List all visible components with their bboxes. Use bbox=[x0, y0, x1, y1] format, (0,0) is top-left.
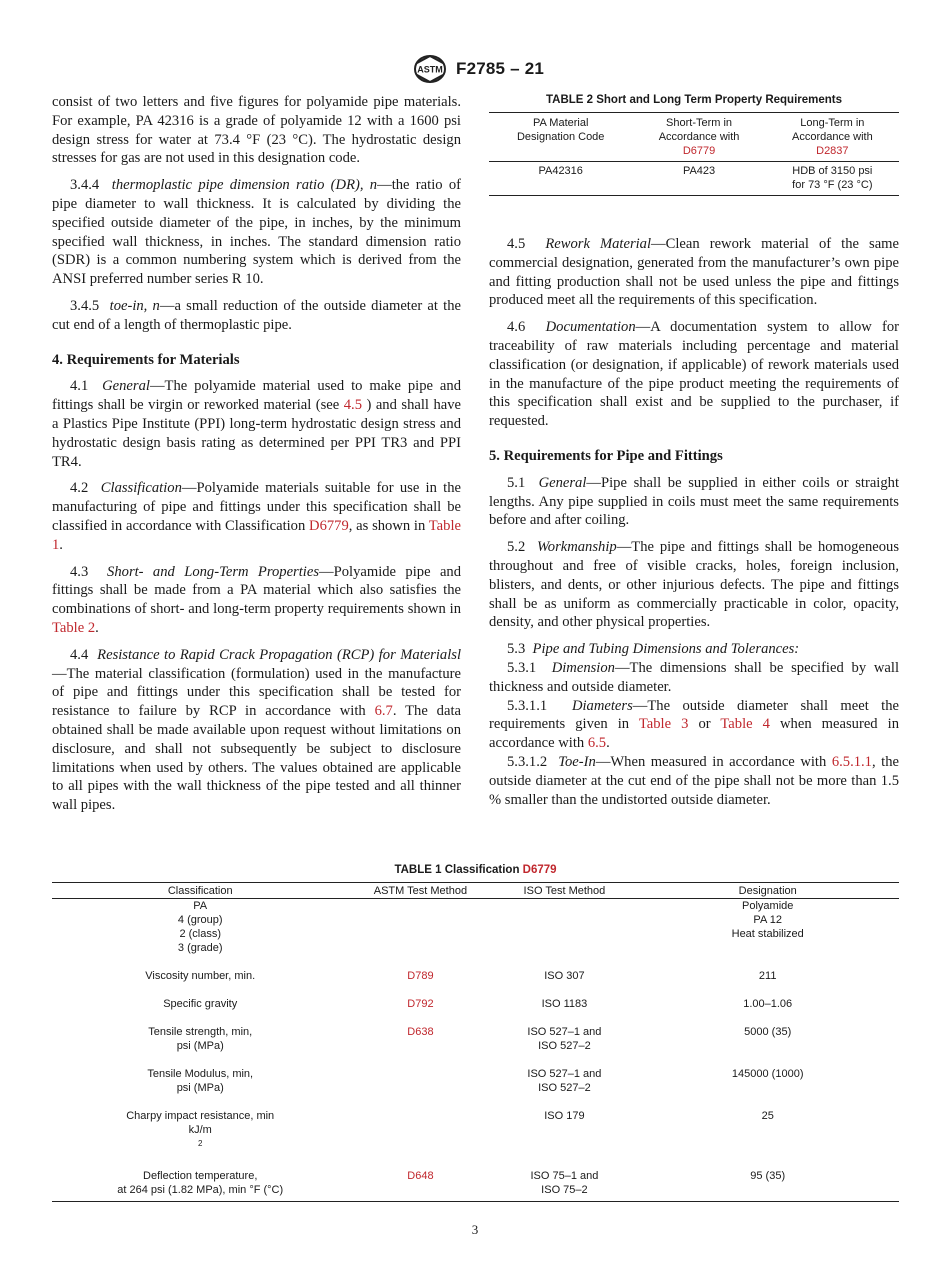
astm-logo bbox=[410, 54, 450, 84]
link-table-3[interactable]: Table 3 bbox=[638, 716, 689, 733]
table-row bbox=[52, 997, 899, 1025]
table-cell: PA423 bbox=[682, 165, 716, 177]
section-term: Rework Material bbox=[545, 236, 652, 252]
table-2-grid bbox=[489, 112, 899, 196]
link-d6779[interactable]: D6779 bbox=[309, 517, 349, 534]
section-4-3 bbox=[52, 563, 461, 638]
section-text: , the outside diameter at the cut end of the pipe shall not be more than 1.5 % smaller than the undistorted outside diameter. bbox=[489, 753, 899, 808]
section-4-2 bbox=[52, 479, 461, 554]
table-cell: 95 (35) bbox=[750, 1169, 786, 1182]
table-cell bbox=[348, 1025, 492, 1067]
section-number: 5.3.1.1 bbox=[507, 697, 548, 714]
table-cell bbox=[52, 1169, 348, 1202]
table-cell bbox=[52, 1067, 348, 1109]
section-number: 3.4.5 bbox=[70, 297, 100, 314]
table-cell: Specific gravity bbox=[163, 998, 238, 1010]
table-cell bbox=[52, 1109, 348, 1169]
section-3-4-4 bbox=[52, 176, 461, 289]
logo-text: ASTM bbox=[417, 64, 443, 75]
table-cell: 211 bbox=[758, 970, 777, 982]
cell-line bbox=[56, 1123, 344, 1155]
link-6-5-1-1[interactable]: 6.5.1.1 bbox=[831, 753, 872, 770]
section-text: —The pipe and fittings shall be homogeneous throughout and free of visible cracks, holes, foreign inclusion, blisters, and dents, or other injurious defects. The pipe and fittings shall be as uniform as commercially practicable in color, opacity, density, and other physical properties. bbox=[489, 539, 900, 631]
cell-line: ISO 527–1 and bbox=[527, 1068, 602, 1080]
section-term: General bbox=[102, 378, 150, 395]
table-2-title: TABLE 2 Short and Long Term Property Requirements bbox=[545, 94, 843, 106]
table-cell: 1.00–1.06 bbox=[743, 998, 793, 1010]
section-term: Workmanship bbox=[536, 539, 617, 556]
table-1-grid bbox=[52, 882, 899, 1202]
section-text: . The data obtained shall be made available upon request without limitations on disclosure, and shall not subsequently be subject to disclosure limitations when used by others. The values obtained are applicable to all pipes with the wall thickness of the pipe tested and all thinner wall pipes. bbox=[52, 703, 461, 814]
table-header-row bbox=[52, 883, 899, 899]
table-cell bbox=[492, 899, 636, 970]
unit-text: kJ/m bbox=[188, 1124, 212, 1136]
cell-line: for 73 °F (23 °C) bbox=[792, 179, 873, 191]
left-column bbox=[52, 93, 461, 815]
cell-line: ISO 527–1 and bbox=[527, 1026, 602, 1038]
link-6-5[interactable]: 6.5 bbox=[587, 735, 607, 752]
header-line: Designation Code bbox=[516, 131, 605, 143]
table-cell: 25 bbox=[761, 1110, 774, 1122]
cell-line: ISO 75–2 bbox=[541, 1183, 588, 1196]
table-cell: ISO 307 bbox=[544, 970, 585, 982]
table-row bbox=[52, 1109, 899, 1169]
column-header bbox=[489, 113, 632, 162]
cell-line: 3 (grade) bbox=[177, 942, 223, 954]
table-title-text: TABLE 1 Classification bbox=[394, 864, 523, 876]
section-term: Toe-In bbox=[558, 753, 596, 770]
cell-line: Deflection temperature, bbox=[143, 1169, 258, 1182]
column-header-designation: Designation bbox=[738, 885, 797, 897]
section-term: General bbox=[538, 474, 587, 491]
column-header-iso: ISO Test Method bbox=[523, 885, 606, 897]
cell-line: at 264 psi (1.82 MPa), min °F (°C) bbox=[117, 1183, 284, 1196]
column-header-astm: ASTM Test Method bbox=[373, 885, 468, 897]
link-d6779[interactable]: D6779 bbox=[682, 145, 716, 157]
section-number: 3.4.4 bbox=[70, 177, 100, 194]
cell-line: ISO 527–2 bbox=[538, 1082, 591, 1094]
cell-line: psi (MPa) bbox=[176, 1082, 224, 1094]
section-text: ) and shall have a Plastics Pipe Institute (PPI) long-term hydrostatic design stress and hydrostatic design basis rating as determined per PPI TR3 and PPI TR4. bbox=[52, 397, 461, 470]
paragraph-continued: consist of two letters and five figures for polyamide pipe materials. For example, PA 42316 is a grade of polyamide 12 with a 1600 psi design stress for water at 73.4 °F (23 °C). The hydrostatic design stresses for gas are not used in this designation code. bbox=[52, 94, 461, 167]
section-term: toe-in, n bbox=[109, 297, 160, 314]
section-3-4-5 bbox=[52, 297, 461, 335]
section-term: Short- and Long-Term Properties bbox=[107, 563, 320, 580]
section-text: —The dimensions shall be specified by wall thickness and outside diameter. bbox=[489, 659, 899, 695]
section-text: —the ratio of pipe diameter to wall thickness. It is calculated by dividing the specified outside diameter of the pipe, in inches, by the minimum specified wall thickness, in inches. The standard dimension ratio (SDR) is a common numbering system which is derived from the ANSI preferred number series R 10. bbox=[52, 177, 461, 288]
section-text: . bbox=[95, 619, 99, 636]
link-table-4[interactable]: Table 4 bbox=[720, 716, 770, 733]
link-d648[interactable]: D648 bbox=[407, 1169, 434, 1182]
section-number: 4.4 bbox=[70, 646, 89, 663]
section-5-3-1-1 bbox=[489, 697, 899, 753]
section-5-3-1 bbox=[489, 659, 899, 697]
column-header bbox=[632, 113, 765, 162]
table-cell bbox=[492, 1025, 636, 1067]
table-cell bbox=[348, 997, 492, 1025]
page-number: 3 bbox=[471, 1222, 479, 1237]
table-cell bbox=[348, 969, 492, 997]
section-text: —The outside diameter shall meet the requirements given in bbox=[489, 697, 900, 733]
section-number: 5.3.1 bbox=[507, 659, 537, 676]
section-number: 5.1 bbox=[507, 474, 526, 491]
table-cell bbox=[492, 1169, 636, 1202]
cell-line: PA bbox=[193, 900, 208, 912]
section-term: Pipe and Tubing Dimensions and Tolerances: bbox=[532, 641, 800, 658]
header-line: Short-Term in bbox=[666, 117, 733, 129]
header-line: Accordance with bbox=[791, 131, 873, 143]
section-5-2 bbox=[489, 538, 899, 632]
section-text: . bbox=[606, 735, 610, 752]
section-term: Documentation bbox=[545, 319, 636, 336]
right-column bbox=[489, 235, 899, 809]
section-number: 4.1 bbox=[70, 378, 89, 395]
link-d638[interactable]: D638 bbox=[407, 1026, 434, 1038]
table-cell bbox=[636, 899, 899, 970]
column-header bbox=[766, 113, 899, 162]
table-2 bbox=[489, 94, 899, 196]
table-cell: ISO 179 bbox=[544, 1110, 585, 1122]
table-cell bbox=[52, 899, 348, 970]
section-text: —Polyamide pipe and fittings shall be made from a PA material which also satisfies the combinations of short- and long-term property requirements shown in bbox=[52, 563, 462, 618]
cell-line: PA 12 bbox=[753, 914, 782, 926]
section-text: when measured in accordance with bbox=[489, 716, 899, 752]
cell-line: HDB of 3150 psi bbox=[792, 165, 873, 177]
table-row bbox=[52, 1067, 899, 1109]
cell-line: Polyamide bbox=[742, 900, 794, 912]
link-d792[interactable]: D792 bbox=[407, 998, 434, 1010]
table-cell: 5000 (35) bbox=[744, 1026, 792, 1038]
table-cell: ISO 1183 bbox=[541, 998, 588, 1010]
cell-line: Tensile Modulus, min, bbox=[147, 1068, 254, 1080]
section-4-6 bbox=[489, 318, 899, 431]
header-line: Long-Term in bbox=[800, 117, 865, 129]
table-1 bbox=[52, 864, 899, 1202]
table-row bbox=[489, 162, 899, 196]
section-text: —The material classification (formulation) used in the manufacture of pipe and fittings under this specification shall be tested for resistance to failure by RCP in accordance with bbox=[52, 665, 461, 720]
table-cell bbox=[52, 1025, 348, 1067]
table-cell bbox=[766, 162, 899, 196]
section-number: 4.2 bbox=[70, 480, 89, 497]
section-text: . bbox=[59, 536, 63, 553]
table-cell: 145000 (1000) bbox=[731, 1068, 804, 1080]
table-cell: PA42316 bbox=[538, 165, 583, 177]
table-cell bbox=[348, 1067, 492, 1109]
section-5-1 bbox=[489, 474, 899, 530]
section-4-4 bbox=[52, 646, 461, 815]
section-number: 5.3 bbox=[507, 641, 526, 658]
section-term: Dimension bbox=[551, 659, 615, 676]
section-number: 4.3 bbox=[70, 563, 89, 580]
document-id: F2785 – 21 bbox=[456, 59, 545, 78]
table-row bbox=[52, 969, 899, 997]
page-header bbox=[0, 54, 950, 86]
table-row bbox=[52, 1169, 899, 1202]
section-number: 4.5 bbox=[507, 236, 526, 252]
section-text: —Pipe shall be supplied in either coils or straight lengths. Any pipe supplied in coils must meet the same requirements before and after coiling. bbox=[489, 474, 899, 529]
link-d789[interactable]: D789 bbox=[407, 970, 434, 982]
section-number: 4.6 bbox=[507, 319, 526, 336]
section-text: —When measured in accordance with bbox=[595, 753, 832, 770]
table-cell bbox=[348, 1169, 492, 1202]
cell-line: Tensile strength, min, bbox=[148, 1026, 253, 1038]
section-number: 5.2 bbox=[507, 539, 526, 556]
table-1-title bbox=[52, 864, 899, 876]
table-cell bbox=[348, 1109, 492, 1169]
cell-line: 4 (group) bbox=[177, 914, 223, 926]
section-text: —The polyamide material used to make pipe and fittings shall be virgin or reworked material (see bbox=[52, 378, 462, 414]
header-line: Accordance with bbox=[658, 131, 740, 143]
table-cell bbox=[492, 1067, 636, 1109]
table-row bbox=[52, 899, 899, 970]
link-4-5[interactable]: 4.5 bbox=[343, 397, 362, 414]
cell-line: 2 (class) bbox=[179, 928, 221, 940]
section-text: —Polyamide materials suitable for use in the manufacturing of pipe and fittings under this specification shall be classified in accordance with Classification bbox=[52, 480, 462, 534]
cell-line: Heat stabilized bbox=[731, 928, 804, 940]
table-header-row bbox=[489, 113, 899, 162]
section-term: Diameters bbox=[571, 697, 633, 714]
section-5-3-1-2 bbox=[489, 753, 899, 809]
section-term: Resistance to Rapid Crack Propagation (RCP) for Materialsl bbox=[97, 646, 462, 663]
section-term: thermoplastic pipe dimension ratio (DR), n bbox=[111, 177, 378, 194]
cell-line: ISO 75–1 and bbox=[530, 1169, 599, 1182]
heading-requirements-materials: 4. Requirements for Materials bbox=[52, 351, 240, 368]
section-number: 5.3.1.2 bbox=[507, 753, 548, 770]
section-text: or bbox=[688, 716, 721, 733]
link-table-1[interactable]: Table 1 bbox=[52, 517, 461, 553]
cell-line: psi (MPa) bbox=[176, 1040, 224, 1052]
column-header-classification: Classification bbox=[167, 885, 233, 897]
section-text: —Clean rework material of the same commercial designation, generated from the manufacturer’s own pipe and fitting production shall not be used unless the pipe and fittings produced meet all the requirements of this specification. bbox=[489, 236, 899, 309]
table-row bbox=[52, 1025, 899, 1067]
link-d6779[interactable]: D6779 bbox=[522, 864, 557, 876]
table-cell bbox=[348, 899, 492, 970]
header-line: PA Material bbox=[532, 117, 589, 129]
section-text: , as shown in bbox=[348, 517, 429, 534]
superscript: 2 bbox=[197, 1139, 203, 1148]
section-5-3 bbox=[489, 640, 899, 659]
heading-requirements-pipe-fittings: 5. Requirements for Pipe and Fittings bbox=[489, 447, 723, 464]
cell-line: Charpy impact resistance, min bbox=[126, 1110, 275, 1122]
link-6-7[interactable]: 6.7 bbox=[374, 703, 393, 720]
link-d2837[interactable]: D2837 bbox=[816, 145, 849, 157]
table-cell: Viscosity number, min. bbox=[145, 970, 256, 982]
section-4-1 bbox=[52, 377, 461, 471]
section-term: Classification bbox=[100, 480, 182, 497]
section-text: —A documentation system to allow for traceability of raw materials including percentage and material classification (or designation, if applicable) of rework materials used in the manufacture of the pipe product meeting the requirements of this specification shall exist and be supplied to the purchaser, if requested. bbox=[489, 319, 899, 430]
cell-line: ISO 527–2 bbox=[538, 1040, 591, 1052]
section-4-5 bbox=[489, 235, 899, 310]
link-table-2[interactable]: Table 2 bbox=[52, 619, 96, 636]
section-text: —a small reduction of the outside diameter at the cut end of a length of thermoplastic pipe. bbox=[52, 297, 462, 333]
